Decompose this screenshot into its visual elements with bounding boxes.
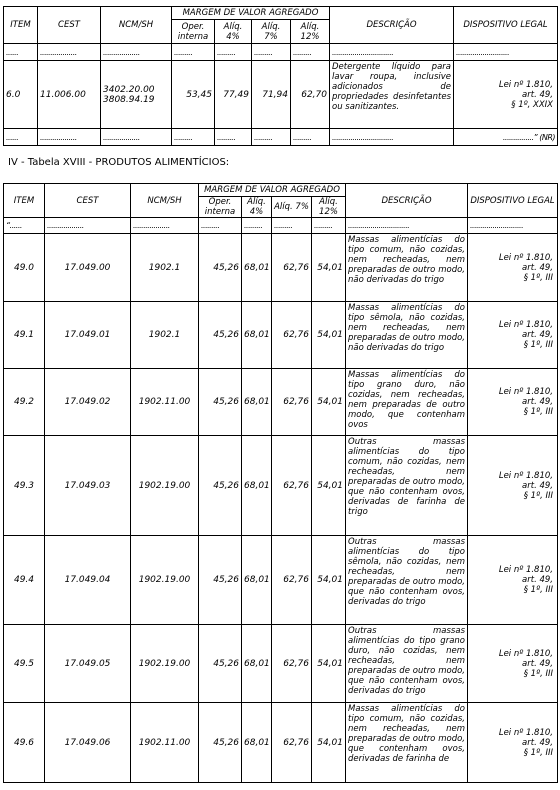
header-cest: CEST — [45, 184, 131, 218]
table-row-dots — [4, 44, 558, 61]
legal-line: art. 49, — [522, 89, 553, 100]
aliq12-cell: 62,70 — [291, 61, 330, 129]
header-aliq7: Alíq. 7% — [252, 20, 291, 44]
legal-line: § 1º, III — [523, 747, 553, 758]
legal-line: Lei nº 1.810, — [498, 565, 553, 575]
cest-cell: 17.049.01 — [45, 302, 131, 369]
dots-cell: .......................... — [454, 44, 558, 61]
dots-cell: ......... — [291, 129, 330, 146]
dots-cell: .................. — [131, 218, 199, 234]
legal-line: Lei nº 1.810, — [498, 470, 553, 481]
cest-cell: 17.049.06 — [45, 703, 131, 783]
aliq12-cell: 54,01 — [312, 302, 346, 369]
section-title: IV - Tabela XVIII - PRODUTOS ALIMENTÍCIOS: — [8, 157, 230, 168]
dots-cell: .................. — [101, 129, 172, 146]
oper-cell: 45,26 — [199, 625, 242, 703]
dots-cell: ......... — [242, 218, 272, 234]
dots-cell: .................. — [38, 129, 101, 146]
legal-line: § 1º, III — [523, 668, 553, 679]
aliq7-cell: 62,76 — [272, 536, 312, 625]
item-cell: 49.1 — [4, 302, 45, 369]
oper-cell: 45,26 — [199, 436, 242, 536]
legal-line: art. 49, — [522, 262, 553, 273]
header-ncm: NCM/SH — [101, 7, 172, 44]
description-cell: Massas alimentícias do tipo grano duro, não cozidas, nem recheadas, nem preparadas de outro modo, que contenham ovos — [346, 369, 468, 436]
dots-cell: ......... — [312, 218, 346, 234]
header-margem: MARGEM DE VALOR AGREGADO — [172, 7, 330, 20]
header-descricao: DESCRIÇÃO — [346, 184, 468, 218]
legal-line: art. 49, — [522, 737, 553, 748]
table-row — [4, 302, 558, 369]
aliq12-cell: 54,01 — [312, 625, 346, 703]
aliq12-cell: 54,01 — [312, 536, 346, 625]
dots-cell: .................. — [45, 218, 131, 234]
ncm-code: 3808.94.19 — [103, 94, 155, 105]
legal-cell — [468, 436, 558, 536]
end-note-cell: ...............” (NR) — [454, 129, 558, 146]
legal-line: art. 49, — [522, 397, 553, 407]
legal-cell — [454, 61, 558, 129]
legal-line: § 1º, III — [523, 340, 553, 350]
table-row — [4, 436, 558, 536]
item-cell: 49.0 — [4, 234, 45, 302]
aliq7-cell: 62,76 — [272, 369, 312, 436]
oper-cell: 45,26 — [199, 302, 242, 369]
legal-cell — [468, 234, 558, 302]
legal-line: art. 49, — [522, 480, 553, 491]
dots-cell: .............................. — [346, 218, 468, 234]
cest-cell: 17.049.03 — [45, 436, 131, 536]
oper-cell: 45,26 — [199, 234, 242, 302]
table-row-end — [4, 129, 558, 146]
oper-cell: 45,26 — [199, 703, 242, 783]
dots-cell: ......... — [291, 44, 330, 61]
legal-line: § 1º, III — [523, 490, 553, 501]
item-cell: 49.4 — [4, 536, 45, 625]
table-row — [4, 536, 558, 625]
cest-cell: 17.049.00 — [45, 234, 131, 302]
description-cell: Outras massas alimentícias do tipo grano duro, não cozidas, nem recheadas, nem preparadas de outro modo, que não contenham ovos, derivadas do trigo — [346, 625, 468, 703]
table-row — [4, 369, 558, 436]
aliq7-cell: 62,76 — [272, 625, 312, 703]
description-cell: Outras massas alimentícias do tipo sêmola, não cozidas, nem recheadas, nem preparadas de outro modo, que não contenham ovos, derivadas do trigo — [346, 536, 468, 625]
item-cell: 49.3 — [4, 436, 45, 536]
dots-cell: .......................... — [468, 218, 558, 234]
cest-cell: 17.049.02 — [45, 369, 131, 436]
dots-cell: ......... — [215, 44, 252, 61]
legal-cell — [468, 625, 558, 703]
aliq7-cell: 62,76 — [272, 302, 312, 369]
table-row — [4, 61, 558, 129]
aliq4-cell: 68,01 — [242, 536, 272, 625]
aliq4-cell: 68,01 — [242, 369, 272, 436]
ncm-cell: 1902.1 — [131, 234, 199, 302]
dots-cell: .............................. — [330, 44, 454, 61]
header-aliq12: Alíq. 12% — [291, 20, 330, 44]
dots-cell: .............................. — [330, 129, 454, 146]
table-row — [4, 234, 558, 302]
aliq12-cell: 54,01 — [312, 703, 346, 783]
dots-cell: ......... — [215, 129, 252, 146]
legal-line: art. 49, — [522, 575, 553, 585]
item-cell: 49.2 — [4, 369, 45, 436]
aliq12-cell: 54,01 — [312, 234, 346, 302]
aliq4-cell: 68,01 — [242, 302, 272, 369]
legal-cell — [468, 703, 558, 783]
item-cell: 49.6 — [4, 703, 45, 783]
aliq12-cell: 54,01 — [312, 436, 346, 536]
item-cell: 6.0 — [4, 61, 38, 129]
dots-cell: ......... — [252, 44, 291, 61]
header-aliq7: Alíq. 7% — [272, 197, 312, 218]
aliq7-cell: 71,94 — [252, 61, 291, 129]
description-cell: Massas alimentícias do tipo comum, não cozidas, nem recheadas, nem preparadas de outro modo, que contenham ovos, derivadas de farinha de — [346, 703, 468, 783]
table-row — [4, 703, 558, 783]
item-cell: 49.5 — [4, 625, 45, 703]
header-cest: CEST — [38, 7, 101, 44]
legal-line: Lei nº 1.810, — [498, 727, 553, 738]
dots-cell: ...... — [4, 129, 38, 146]
aliq7-cell: 62,76 — [272, 703, 312, 783]
dots-cell: .................. — [101, 44, 172, 61]
dots-cell: ......... — [272, 218, 312, 234]
header-dispositivo: DISPOSITIVO LEGAL — [454, 7, 558, 44]
legal-line: § 1º, III — [523, 272, 553, 283]
header-aliq4: Alíq. 4% — [242, 197, 272, 218]
table-row-dots — [4, 218, 558, 234]
oper-cell: 45,26 — [199, 369, 242, 436]
header-item: ITEM — [4, 184, 45, 218]
header-item: ITEM — [4, 7, 38, 44]
legal-line: Lei nº 1.810, — [498, 252, 553, 263]
aliq4-cell: 68,01 — [242, 234, 272, 302]
ncm-cell — [101, 61, 172, 129]
description-cell: Massas alimentícias do tipo sêmola, não cozidas, nem recheadas, nem preparadas de outro modo, não derivadas do trigo — [346, 302, 468, 369]
header-aliq4: Alíq. 4% — [215, 20, 252, 44]
legal-line: art. 49, — [522, 330, 553, 340]
oper-cell: 45,26 — [199, 536, 242, 625]
header-ncm: NCM/SH — [131, 184, 199, 218]
aliq4-cell: 68,01 — [242, 703, 272, 783]
header-aliq12: Alíq. 12% — [312, 197, 346, 218]
aliq4-cell: 68,01 — [242, 436, 272, 536]
ncm-cell: 1902.19.00 — [131, 536, 199, 625]
cest-cell: 17.049.05 — [45, 625, 131, 703]
dots-cell: ......... — [199, 218, 242, 234]
header-oper: Oper. interna — [199, 197, 242, 218]
aliq12-cell: 54,01 — [312, 369, 346, 436]
ncm-cell: 1902.19.00 — [131, 436, 199, 536]
aliq4-cell: 77,49 — [215, 61, 252, 129]
legal-line: § 1º, III — [523, 585, 553, 595]
table-row — [4, 625, 558, 703]
dots-cell: ......... — [252, 129, 291, 146]
header-oper: Oper. interna — [172, 20, 215, 44]
ncm-cell: 1902.19.00 — [131, 625, 199, 703]
legal-line: Lei nº 1.810, — [498, 79, 553, 90]
ncm-cell: 1902.11.00 — [131, 703, 199, 783]
cest-cell: 11.006.00 — [38, 61, 101, 129]
aliq7-cell: 62,76 — [272, 436, 312, 536]
dots-cell: ...... — [4, 44, 38, 61]
ncm-cell: 1902.11.00 — [131, 369, 199, 436]
dots-cell: “...... — [4, 218, 45, 234]
aliq7-cell: 62,76 — [272, 234, 312, 302]
header-margem: MARGEM DE VALOR AGREGADO — [199, 184, 346, 197]
mva-table-food-products — [3, 183, 558, 783]
legal-cell — [468, 302, 558, 369]
cest-cell: 17.049.04 — [45, 536, 131, 625]
ncm-code: 3402.20.00 — [103, 84, 155, 95]
description-cell: Massas alimentícias do tipo comum, não cozidas, nem recheadas, nem preparadas de outro modo, não derivadas do trigo — [346, 234, 468, 302]
legal-cell — [468, 369, 558, 436]
oper-cell: 53,45 — [172, 61, 215, 129]
legal-line: art. 49, — [522, 658, 553, 669]
dots-cell: ......... — [172, 129, 215, 146]
dots-cell: .................. — [38, 44, 101, 61]
legal-line: Lei nº 1.810, — [498, 320, 553, 330]
header-descricao: DESCRIÇÃO — [330, 7, 454, 44]
mva-table-cleaning-products — [3, 6, 558, 146]
dots-cell: ......... — [172, 44, 215, 61]
legal-line: § 1º, III — [523, 407, 553, 417]
legal-cell — [468, 536, 558, 625]
ncm-cell: 1902.1 — [131, 302, 199, 369]
description-cell: Detergente líquido para lavar roupa, inclusive adicionados de propriedades desinfetantes ou sanitizantes. — [330, 61, 454, 129]
aliq4-cell: 68,01 — [242, 625, 272, 703]
legal-line: Lei nº 1.810, — [498, 648, 553, 659]
legal-line: § 1º, XXIX — [511, 99, 553, 110]
legal-line: Lei nº 1.810, — [498, 387, 553, 397]
description-cell: Outras massas alimentícias do tipo comum, não cozidas, nem recheadas, nem preparadas de outro modo, que não contenham ovos, derivadas de farinha de trigo — [346, 436, 468, 536]
header-dispositivo: DISPOSITIVO LEGAL — [468, 184, 558, 218]
